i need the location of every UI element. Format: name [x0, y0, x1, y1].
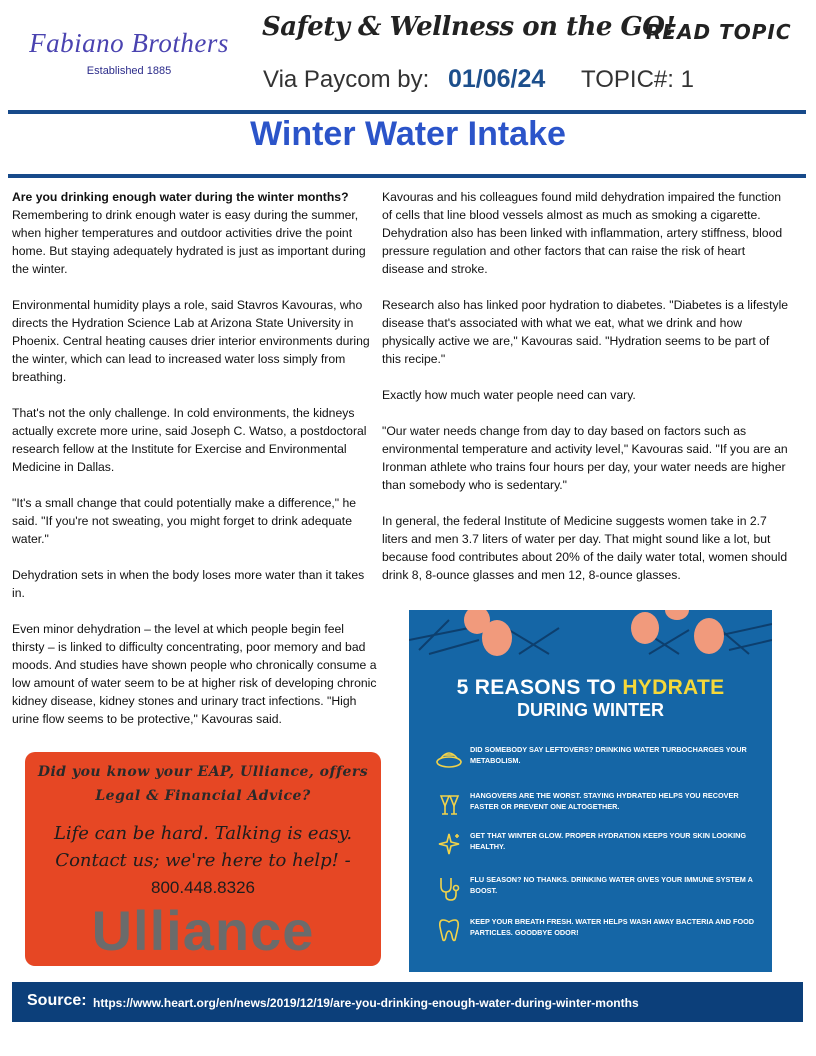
reason-text: HANGOVERS ARE THE WORST. STAYING HYDRATED HELPS YOU RECOVER FASTER OR PREVENT ONE ALTOGETHER. — [470, 791, 739, 811]
eap-phone: 800.448.8326 — [151, 878, 255, 897]
source-link[interactable]: https://www.heart.org/en/news/2019/12/19/are-you-drinking-enough-water-during-winter-months — [93, 996, 639, 1010]
reason-item — [433, 742, 763, 776]
headline-divider — [8, 174, 806, 178]
article-paragraph: Exactly how much water people need can vary. — [382, 388, 636, 402]
reason-text: KEEP YOUR BREATH FRESH. WATER HELPS WASH AWAY BACTERIA AND FOOD PARTICLES. GOODBYE ODOR! — [470, 917, 755, 937]
sparkle-icon — [435, 830, 463, 858]
reason-item — [433, 788, 763, 822]
ulliance-logo: Ulliance — [91, 899, 315, 962]
winter-berries-decoration — [409, 610, 772, 670]
article-paragraph: Kavouras and his colleagues found mild dehydration impaired the function of cells that line blood vessels almost as much as smoking a cigarette. Dehydration also has been linked with inflammation, artery stiffness, blood pressure regulation and other factors that can raise the risk of heart disease and stroke. — [382, 190, 783, 276]
tooth-icon — [435, 916, 463, 944]
cheers-icon — [435, 790, 463, 818]
article-headline: Winter Water Intake — [250, 115, 566, 153]
article-paragraph: "It's a small change that could potentially make a difference," he said. "If you're not sweating, you might forget to drink adequate water." — [12, 496, 357, 546]
title-highlight: HYDRATE — [622, 676, 725, 699]
reason-item — [433, 914, 763, 948]
lead-text: Remembering to drink enough water is easy during the summer, when higher temperatures and outdoor activities drive the point home. But staying adequately hydrated is just as important during the winter. — [12, 208, 366, 276]
company-logo: Fabiano Brothers — [29, 28, 229, 58]
infographic-subtitle: DURING WINTER — [517, 700, 664, 720]
article-paragraph: Dehydration sets in when the body loses more water than it takes in. — [12, 568, 365, 600]
topic-date: 01/06/24 — [448, 65, 546, 93]
article-left-column — [12, 188, 377, 746]
article-paragraph: Research also has linked poor hydration to diabetes. "Diabetes is a lifestyle disease that's associated with what we eat, what we drink and how physically active we are," Kavouras said. "Hydration seems to be part of this recipe." — [382, 298, 789, 366]
stethoscope-icon — [435, 874, 463, 902]
infographic-title: 5 REASONS TO HYDRATE — [456, 676, 725, 699]
series-title: Safety & Wellness on the GO! — [262, 12, 676, 42]
established-label: Established 1885 — [86, 65, 172, 77]
reason-item — [433, 872, 763, 906]
article-paragraph: Environmental humidity plays a role, said Stavros Kavouras, who directs the Hydration Science Lab at Arizona State University in Phoenix. Central heating causes drier interior environments during the winter, which can lead to increased water loss simply from breathing. — [12, 298, 370, 384]
reason-text: FLU SEASON? NO THANKS. DRINKING WATER GIVES YOUR IMMUNE SYSTEM A BOOST. — [470, 875, 753, 895]
source-bar — [12, 982, 803, 1022]
lead-question: Are you drinking enough water during the winter months? — [12, 190, 349, 204]
reason-item — [433, 828, 763, 862]
topic-number: TOPIC#: 1 — [581, 66, 694, 93]
eap-question: Did you know your EAP, Ulliance, offers Legal & Financial Advice? — [37, 764, 369, 804]
eap-slogan: Life can be hard. Talking is easy. Contact us; we're here to help! - — [53, 823, 353, 871]
plate-icon — [435, 744, 463, 772]
lead-paragraph — [12, 188, 377, 278]
top-divider — [8, 110, 806, 114]
source-label: Source: — [27, 992, 87, 1009]
reason-text: GET THAT WINTER GLOW. PROPER HYDRATION KEEPS YOUR SKIN LOOKING HEALTHY. — [470, 831, 747, 851]
article-paragraph: In general, the federal Institute of Medicine suggests women take in 2.7 liters and men 3.7 liters of water per day. That might sound like a lot, but because food contributes about 20% of the daily water total, women should drink 8, 8-ounce glasses and men 12, 8-ounce glasses. — [382, 514, 788, 582]
reason-text: DID SOMEBODY SAY LEFTOVERS? DRINKING WATER TURBOCHARGES YOUR METABOLISM. — [470, 745, 747, 765]
read-topic-label: READ TOPIC — [646, 20, 792, 44]
article-right-column — [382, 188, 790, 602]
hydrate-infographic — [409, 610, 772, 972]
eap-callout — [25, 752, 381, 966]
article-paragraph: Even minor dehydration – the level at which people begin feel thirsty – is linked to difficulty concentrating, poor memory and bad moods. And studies have shown people who chronically consume a low amount of water seem to be at higher risk of developing chronic kidney disease, kidney stones and urinary tract infections. "High urine flow seems to be protective," Kavouras said. — [12, 622, 377, 726]
article-paragraph: "Our water needs change from day to day based on factors such as environmental temperature and activity level," Kavouras said. "If you are an Ironman athlete who trains four hours per day, your water needs are higher than somebody who is sedentary." — [382, 424, 788, 492]
via-label: Via Paycom by: — [263, 66, 430, 93]
article-paragraph: That's not the only challenge. In cold environments, the kidneys actually excrete more urine, said Joseph C. Watso, a postdoctoral research fellow at the Institute for Exercise and Environmental Medicine in Dallas. — [12, 406, 367, 474]
